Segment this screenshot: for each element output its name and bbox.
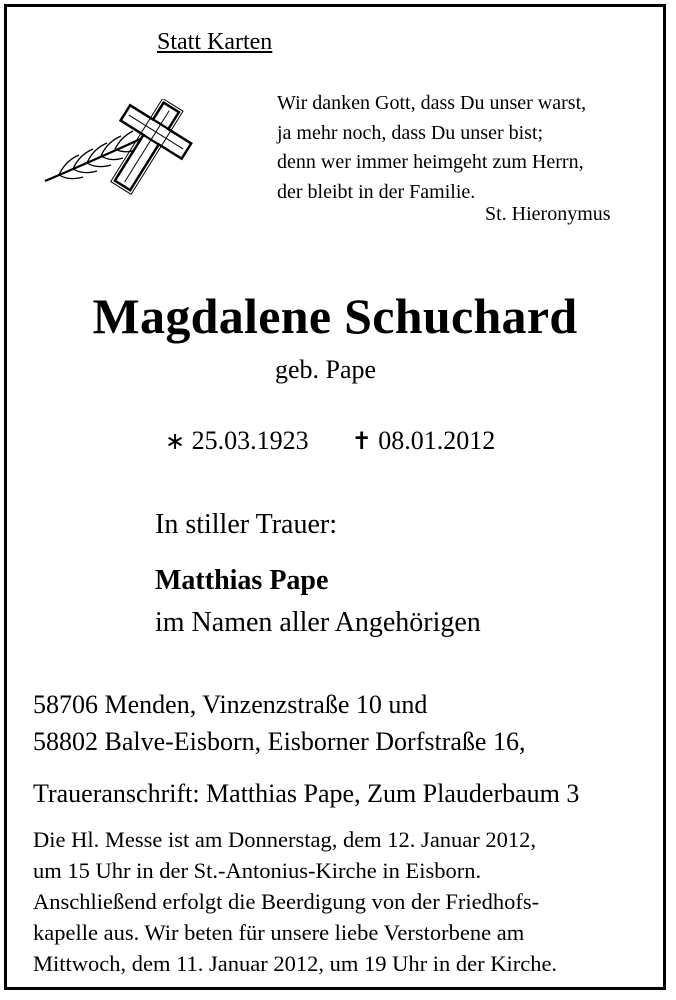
quote-line: Wir danken Gott, dass Du unser warst, — [277, 92, 587, 114]
death-date: 08.01.2012 — [378, 426, 496, 455]
birth-star-icon: ∗ — [165, 427, 186, 455]
birth-date: 25.03.1923 — [191, 426, 309, 455]
mourner-name: Matthias Pape — [155, 565, 329, 596]
service-line: Anschließend erfolgt die Beerdigung von der Friedhofs- — [33, 889, 540, 914]
quote-line: denn wer immer heimgeht zum Herrn, — [277, 151, 584, 173]
service-info — [33, 824, 557, 979]
death-cross-icon: ✝ — [351, 427, 372, 455]
quote-line: der bleibt in der Familie. — [277, 180, 476, 203]
bible-quote — [277, 89, 586, 207]
service-line: Mittwoch, dem 11. Januar 2012, um 19 Uhr in der Kirche. — [33, 951, 558, 976]
mourning-address: Traueranschrift: Matthias Pape, Zum Plauderbaum 3 — [33, 779, 580, 808]
mourner-on-behalf: im Namen aller Angehörigen — [155, 607, 481, 638]
maiden-name: geb. Pape — [275, 355, 377, 384]
quote-line: ja mehr noch, dass Du unser bist; — [277, 121, 544, 144]
quote-author: St. Hieronymus — [485, 203, 611, 225]
address-line: 58802 Balve-Eisborn, Eisborner Dorfstraße 16, — [33, 727, 526, 756]
header-statt-karten: Statt Karten — [157, 29, 273, 55]
service-line: Die Hl. Messe ist am Donnerstag, dem 12. Januar 2012, — [33, 827, 537, 852]
mourning-intro: In stiller Trauer: — [155, 509, 337, 540]
address-line: 58706 Menden, Vinzenzstraße 10 und — [33, 690, 428, 719]
obituary-notice — [4, 4, 666, 990]
cross-with-palm-branch-icon — [37, 99, 212, 199]
service-line: um 15 Uhr in der St.-Antonius-Kirche in Eisborn. — [33, 858, 482, 883]
life-dates — [165, 426, 495, 456]
deceased-name: Magdalene Schuchard — [92, 288, 578, 344]
service-line: kapelle aus. Wir beten für unsere liebe Verstorbene am — [33, 920, 525, 945]
